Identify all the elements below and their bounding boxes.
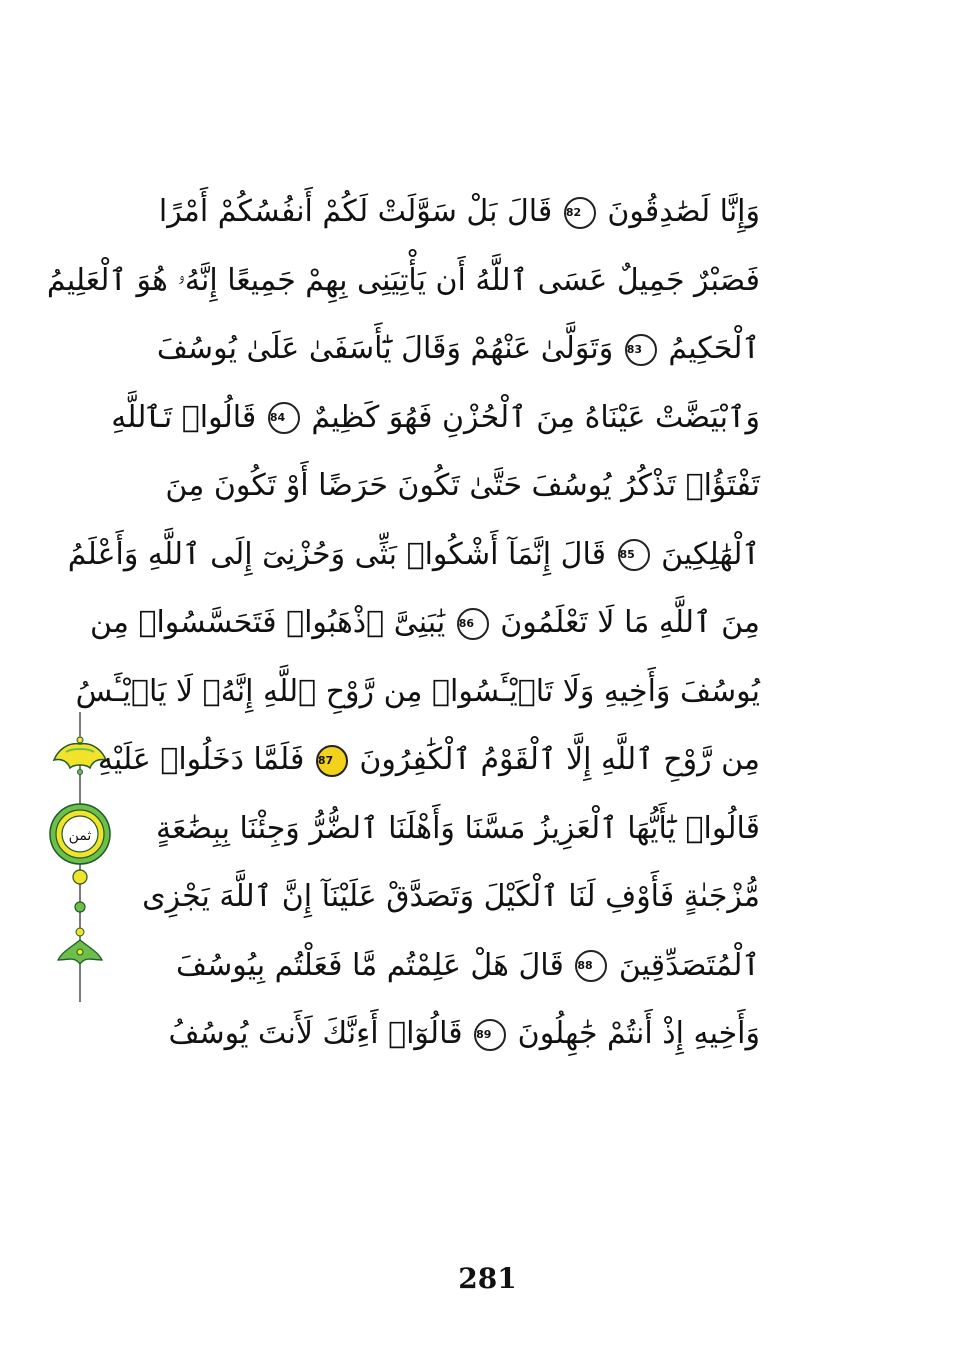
verse-text: ٱلْمُتَصَدِّقِينَ	[618, 947, 760, 983]
verse-text: وَإِنَّا لَصَٰدِقُونَ	[607, 194, 760, 229]
text-line	[156, 795, 760, 864]
text-line	[156, 315, 760, 384]
verse-text: وَٱبْيَضَّتْ عَيْنَاهُ مِنَ ٱلْحُزْنِ فَهُوَ كَظِيمٌ	[311, 399, 760, 435]
ayah-number-marker: 89	[474, 1019, 506, 1051]
ayah-number-marker: 84	[268, 402, 300, 434]
text-line	[67, 521, 760, 590]
verse-text: قَالُوا۟ تَٱللَّهِ	[111, 399, 257, 435]
verse-text: ٱلْهَٰلِكِينَ	[661, 536, 760, 572]
ayah-number-marker: 85	[618, 539, 650, 571]
verse-text: وَأَخِيهِ إِذْ أَنتُمْ جَٰهِلُونَ	[517, 1016, 760, 1051]
ayah-number-marker: 86	[457, 608, 489, 640]
ayah-number-marker: 83	[625, 334, 657, 366]
verse-text: قَالَ إِنَّمَآ أَشْكُوا۟ بَثِّى وَحُزْنِىٓ إِلَى ٱللَّهِ وَأَعْلَمُ	[67, 536, 606, 572]
text-line	[97, 726, 760, 795]
verse-text: يَٰبَنِىَّ ٱذْهَبُوا۟ فَتَحَسَّسُوا۟ مِن	[90, 605, 446, 640]
ayah-number-marker: 82	[564, 197, 596, 229]
text-line	[176, 932, 760, 1001]
text-line	[90, 589, 760, 658]
verse-text: مِن رَّوْحِ ٱللَّهِ إِلَّا ٱلْقَوْمُ ٱلْكَٰفِرُونَ	[359, 742, 760, 777]
verse-text: قَالُوا۟ يَٰٓأَيُّهَا ٱلْعَزِيزُ مَسَّنَا وَأَهْلَنَا ٱلضُّرُّ وَجِئْنَا بِبِضَٰعَةٍ	[156, 810, 760, 846]
verse-text: ٱلْحَكِيمُ	[668, 331, 760, 366]
verse-text: قَالَ هَلْ عَلِمْتُم مَّا فَعَلْتُم بِيُوسُفَ	[176, 947, 564, 983]
verse-text: تَفْتَؤُا۟ تَذْكُرُ يُوسُفَ حَتَّىٰ تَكُونَ حَرَضًا أَوْ تَكُونَ مِنَ	[165, 468, 760, 503]
verse-text: قَالُوٓا۟ أَءِنَّكَ لَأَنتَ يُوسُفُ	[168, 1016, 463, 1051]
ayah-number-marker: 88	[575, 950, 607, 982]
text-line	[158, 178, 760, 247]
hizb-label: ثمن	[68, 828, 92, 844]
verse-text: مُّزْجَىٰةٍ فَأَوْفِ لَنَا ٱلْكَيْلَ وَتَصَدَّقْ عَلَيْنَآ إِنَّ ٱللَّهَ يَجْزِى	[142, 879, 760, 914]
text-line	[46, 247, 760, 316]
verse-text: فَلَمَّا دَخَلُوا۟ عَلَيْهِ	[97, 742, 305, 777]
verse-text: وَتَوَلَّىٰ عَنْهُمْ وَقَالَ يَٰٓأَسَفَىٰ عَلَىٰ يُوسُفَ	[156, 331, 614, 366]
verse-text: قَالَ بَلْ سَوَّلَتْ لَكُمْ أَنفُسُكُمْ أَمْرًا	[158, 194, 553, 229]
text-line	[142, 863, 760, 932]
verse-text: مِنَ ٱللَّهِ مَا لَا تَعْلَمُونَ	[500, 605, 760, 640]
verse-text: فَصَبْرٌ جَمِيلٌ عَسَى ٱللَّهُ أَن يَأْتِيَنِى بِهِمْ جَمِيعًا إِنَّهُۥ هُوَ ٱلْعَلِيمُ	[46, 262, 760, 298]
text-line	[111, 384, 760, 453]
page-number: 281	[458, 1262, 517, 1295]
text-line	[168, 1000, 760, 1069]
text-line	[75, 658, 760, 727]
verse-text: يُوسُفَ وَأَخِيهِ وَلَا تَا۟يْـَٔسُوا۟ مِن رَّوْحِ ٱللَّهِ إِنَّهُۥ لَا يَا۟يْـَٔسُ	[75, 673, 760, 709]
ayah-number-marker: 87	[316, 745, 348, 777]
text-line	[165, 452, 760, 521]
